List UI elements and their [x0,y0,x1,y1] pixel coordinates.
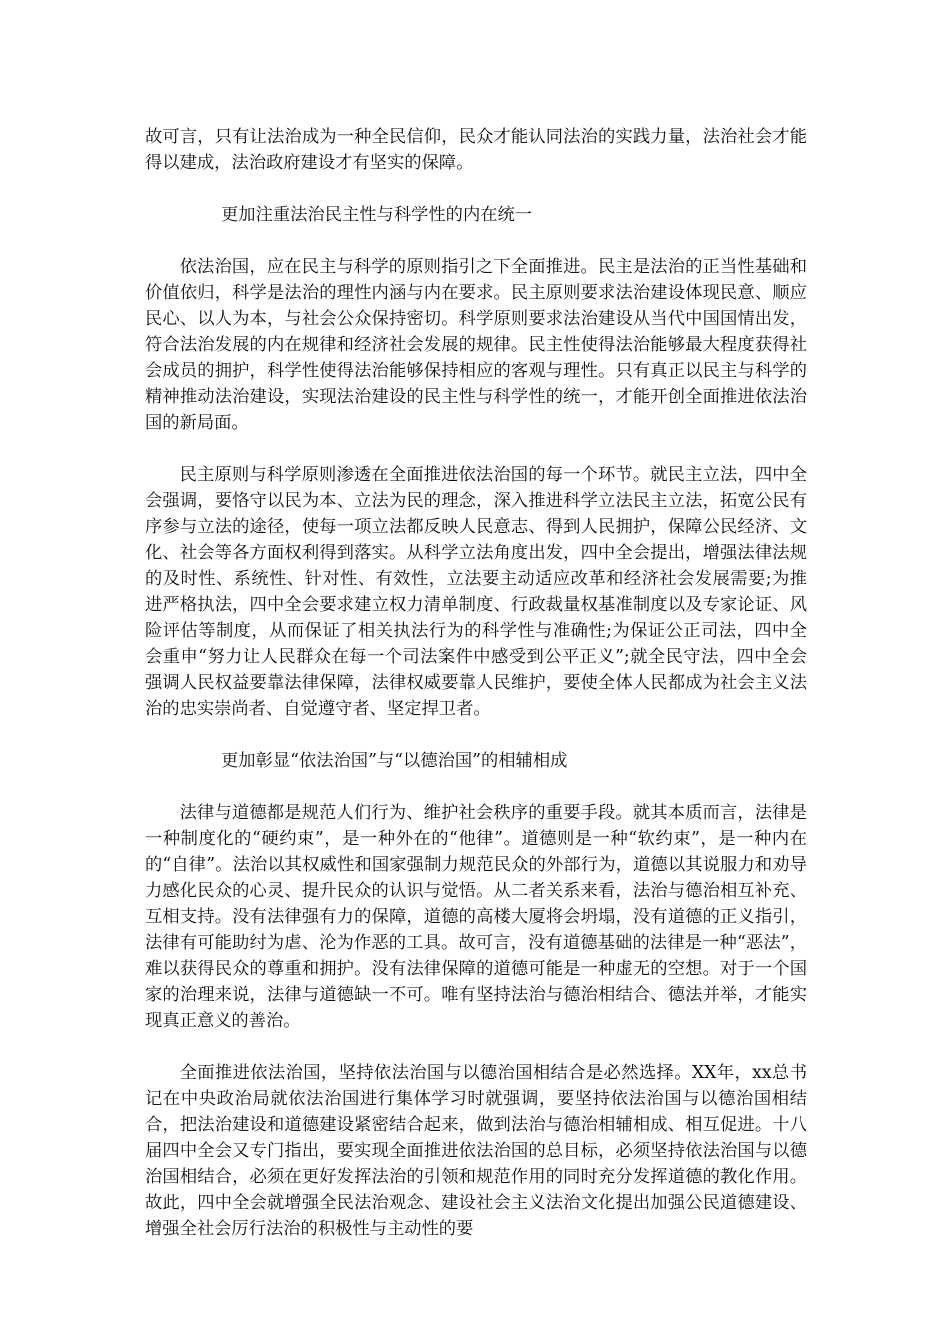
paragraph-law-morality: 法律与道德都是规范人们行为、维护社会秩序的重要手段。就其本质而言，法律是一种制度化的“硬约束”，是一种外在的“他律”。道德则是一种“软约束”，是一种内在的“自律”。法治以其权威性和国家强制力规范民众的外部行为，道德以其说服力和劝导力感化民众的心灵、提升民众的认识与觉悟。从二者关系来看，法治与德治相互补充、互相支持。没有法律强有力的保障，道德的高楼大厦将会坍塌，没有道德的正义指引，法律有可能助纣为虐、沦为作恶的工具。故可言，没有道德基础的法律是一种“恶法”，难以获得民众的尊重和拥护。没有法律保障的道德可能是一种虚无的空想。对于一个国家的治理来说，法律与道德缺一不可。唯有坚持法治与德治相结合、德法并举，才能实现真正意义的善治。 [145,803,807,1031]
section-heading-law-morality: 更加彰显“依法治国”与“以德治国”的相辅相成 [221,751,568,771]
paragraph-continued: 故可言，只有让法治成为一种全民信仰，民众才能认同法治的实践力量，法治社会才能得以建成，法治政府建设才有坚实的保障。 [145,127,807,173]
document-body [145,124,807,1242]
section-heading-democracy-science: 更加注重法治民主性与科学性的内在统一 [221,205,533,225]
paragraph-democracy-science: 依法治国，应在民主与科学的原则指引之下全面推进。民主是法治的正当性基础和价值依归，科学是法治的理性内涵与内在要求。民主原则要求法治建设体现民意、顺应民心、以人为本，与社会公众保持密切。科学原则要求法治建设从当代中国国情出发，符合法治发展的内在规律和经济社会发展的规律。民主性使得法治能够最大程度获得社会成员的拥护，科学性使得法治能够保持相应的客观与理性。只有真正以民主与科学的精神推动法治建设，实现法治建设的民主性与科学性的统一，才能开创全面推进依法治国的新局面。 [145,257,807,433]
paragraph-principles: 民主原则与科学原则渗透在全面推进依法治国的每一个环节。就民主立法，四中全会强调，要恪守以民为本、立法为民的理念，深入推进科学立法民主立法，拓宽公民有序参与立法的途径，使每一项立法都反映人民意志、得到人民拥护，保障公民经济、文化、社会等各方面权利得到落实。从科学立法角度出发，四中全会提出，增强法律法规的及时性、系统性、针对性、有效性，立法要主动适应改革和经济社会发展需要;为推进严格执法，四中全会要求建立权力清单制度、行政裁量权基准制度以及专家论证、风险评估等制度，从而保证了相关执法行为的科学性与准确性;为保证公正司法，四中全会重申“努力让人民群众在每一个司法案件中感受到公平正义”;就全民守法，四中全会强调人民权益要靠法律保障，法律权威要靠人民维护，要使全体人民都成为社会主义法治的忠实崇尚者、自觉遵守者、坚定捍卫者。 [145,465,807,719]
paragraph-combination: 全面推进依法治国，坚持依法治国与以德治国相结合是必然选择。XX年，xx总书记在中央政治局就依法治国进行集体学习时就强调，要坚持依法治国与以德治国相结合，把法治建设和道德建设紧密结合起来，做到法治与德治相辅相成、相互促进。十八届四中全会又专门指出，要实现全面推进依法治国的总目标，必须坚持依法治国与以德治国相结合，必须在更好发挥法治的引领和规范作用的同时充分发挥道德的教化作用。故此，四中全会就增强全民法治观念、建设社会主义法治文化提出加强公民道德建设、增强全社会厉行法治的积极性与主动性的要 [145,1063,807,1239]
